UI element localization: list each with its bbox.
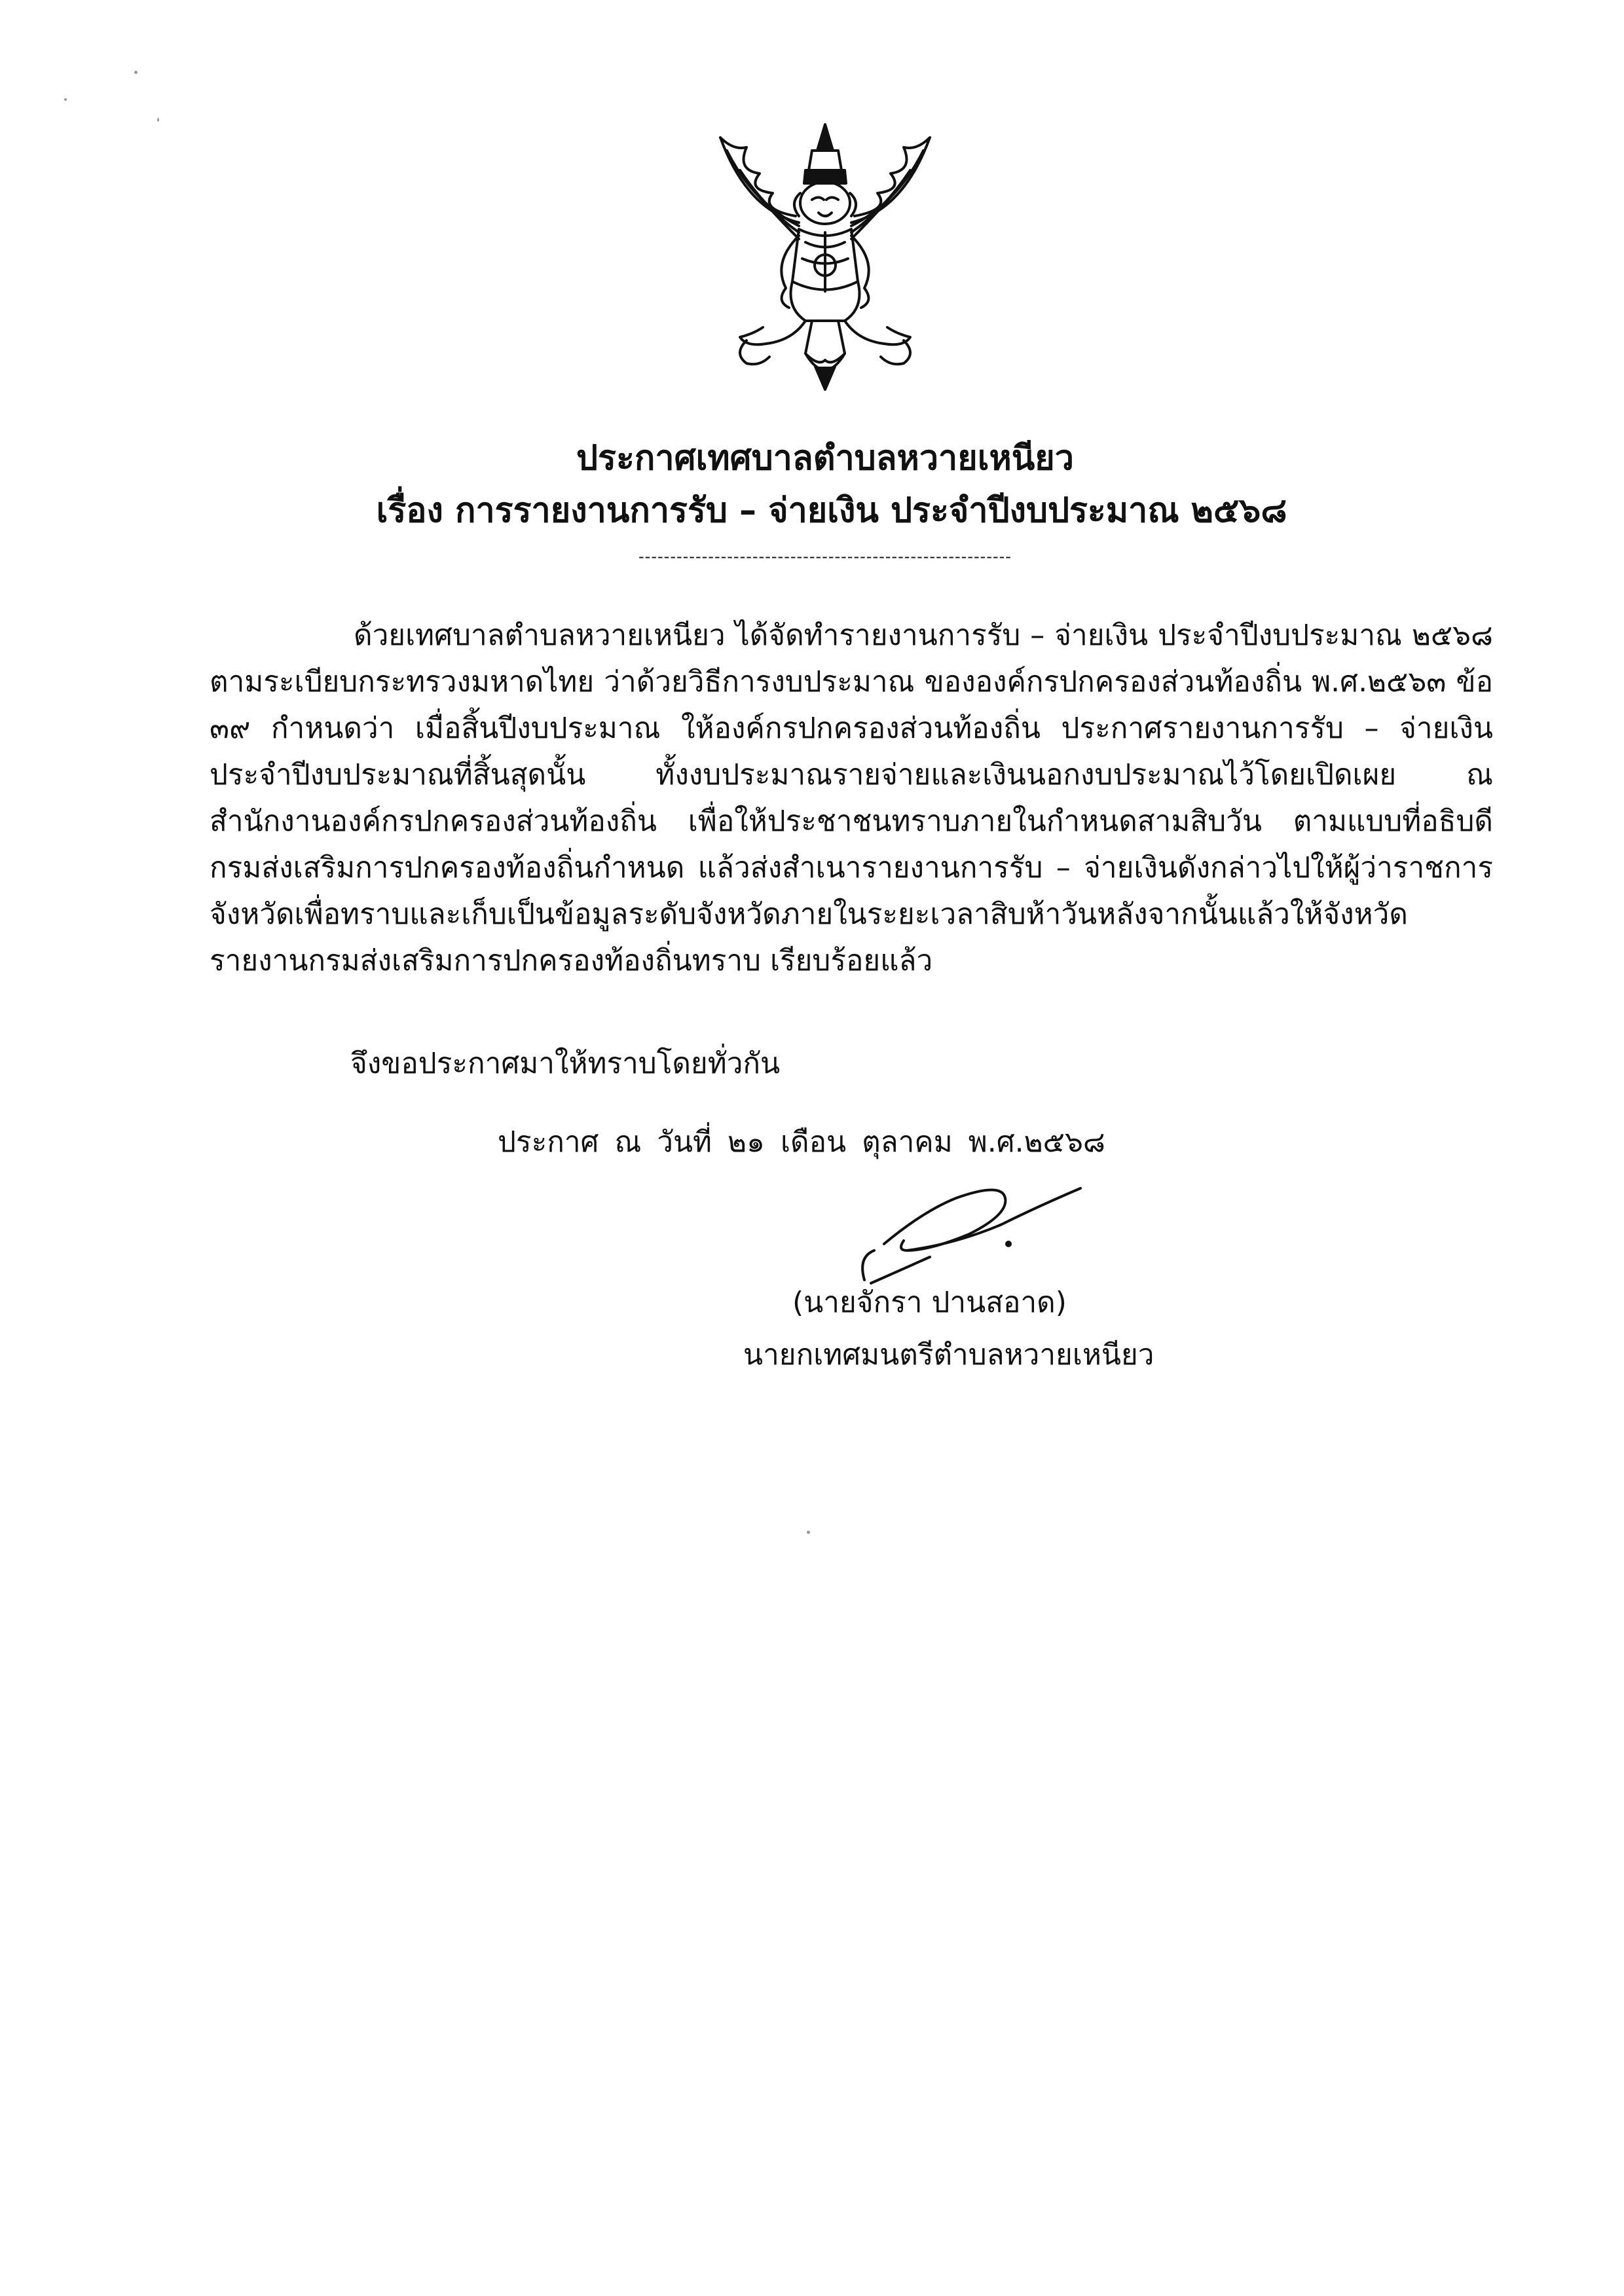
document-body <box>210 612 1493 984</box>
signer-name: (นายจักรา ปานสอาด) <box>792 1286 1067 1319</box>
document-title: ประกาศเทศบาลตำบลหวายเหนียว <box>576 439 1074 478</box>
title-block <box>0 432 1624 576</box>
scan-speck <box>807 1531 810 1534</box>
body-paragraph: ด้วยเทศบาลตำบลหวายเหนียว ได้จัดทำรายงานการรับ – จ่ายเงิน ประจำปีงบประมาณ ๒๕๖๘ ตามระเบียบกระทรวงมหาดไทย ว่าด้วยวิธีการงบประมาณ ขององค์กรปกครองส่วนท้องถิ่น พ.ศ.๒๕๖๓ ข้อ ๓๙ กำหนดว่า เมื่อสิ้นปีงบประมาณ ให้องค์กรปกครองส่วนท้องถิ่น ประกาศรายงานการรับ – จ่ายเงิน ประจำปีงบประมาณที่สิ้นสุดนั้น ทั้งงบประมาณรายจ่ายและเงินนอกงบประมาณไว้โดยเปิดเผย ณ สำนักงานองค์กรปกครองส่วนท้องถิ่น เพื่อให้ประชาชนทราบภายในกำหนดสามสิบวัน ตามแบบที่อธิบดีกรมส่งเสริมการปกครองท้องถิ่นกำหนด แล้วส่งสำเนารายงานการรับ – จ่ายเงินดังกล่าวไปให้ผู้ว่าราชการจังหวัดเพื่อทราบและเก็บเป็นข้อมูลระดับจังหวัดภายในระยะเวลาสิบห้าวันหลังจากนั้นแล้วให้จังหวัดรายงานกรมส่งเสริมการปกครองท้องถิ่นทราบ เรียบร้อยแล้ว <box>210 619 1493 977</box>
garuda-emblem-icon <box>707 111 943 393</box>
closing-statement: จึงขอประกาศมาให้ทราบโดยทั่วกัน <box>350 1047 781 1080</box>
signer-position: นายกเทศมนตรีตำบลหวายเหนียว <box>743 1338 1154 1372</box>
document-subject: เรื่อง การรายงานการรับ – จ่ายเงิน ประจำปีงบประมาณ ๒๕๖๘ <box>376 491 1287 530</box>
announcement-date: ประกาศ ณ วันที่ ๒๑ เดือน ตุลาคม พ.ศ.๒๕๖๘ <box>498 1125 1105 1159</box>
scan-speck <box>157 118 159 122</box>
scan-speck <box>134 71 138 74</box>
title-separator: ----------------------------------------------------------- <box>638 547 1012 566</box>
scan-speck <box>64 98 67 101</box>
